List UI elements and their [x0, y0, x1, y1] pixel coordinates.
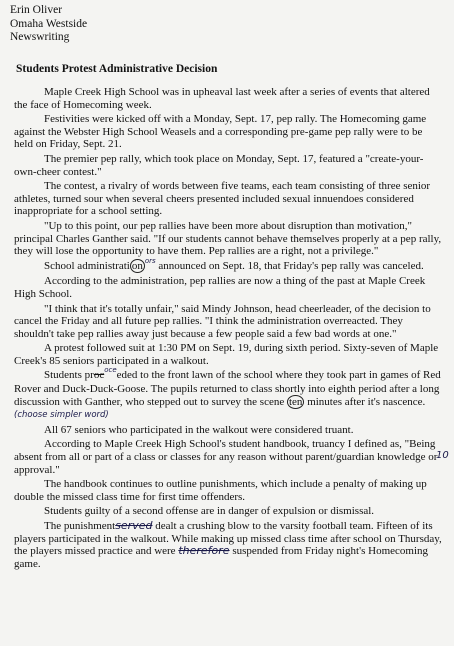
paragraph-students [14, 366, 444, 421]
text-run: dealt a crushing blow to the varsity football team. Fifteen of its players participated in the walkout. While making up missed class time after school on Thursday, the players missed practice and were [14, 520, 442, 558]
school-name: Omaha Westside [10, 17, 88, 30]
struck-text: served [115, 519, 153, 532]
paragraph: Students guilty of a second offense are in danger of expulsion or dismissal. [44, 505, 375, 518]
margin-note: 10 [436, 450, 449, 461]
paragraph: All 67 seniors who participated in the walkout were considered truant. [44, 423, 354, 436]
article-title: Students Protest Administrative Decision [16, 63, 218, 75]
handwritten-correction: ors [144, 256, 156, 265]
handwritten-note: (choose simpler word) [14, 410, 109, 421]
struck-text: oc [93, 369, 105, 382]
paragraph: The contest, a rivalry of words between five teams, each team consisting of three senior athletes, turned sour when several cheers presented included sexual innuendoes considered inappropriate for a school setting. [14, 180, 431, 218]
author-name: Erin Oliver [10, 4, 63, 16]
paragraph: "Up to this point, our pep rallies have been more about disruption than motivation," principal Charles Ganther said. "If our students cannot behave themselves properly at a pep rally, they will lose the opportunity to have them. Pep rallies are a right, not a privilege." [14, 219, 442, 258]
paragraph: "I think that it's totally unfair," said Mindy Johnson, head cheerleader, of the decision to cancel the Friday and all future pep rallies. "I think the administration overreacted. They shouldn't take pep rallies away just because a few people said a few bad words at one." [14, 302, 431, 340]
text-run: eded to the front lawn of the school where they took part in games of Red Rover and Duck-Duck-Goose. The pupils returned to class shortly into eighth period after a long discussion with Ganther, who stepped out to survey the scene [14, 369, 441, 408]
paragraph: Festivities were kicked off with a Monday, Sept. 17, pep rally. The Homecoming game against the Webster High School Weasels and a corresponding pre-game pep rally were to be held on Friday, Sept. 21. [14, 113, 427, 151]
paragraph-admin [14, 256, 444, 274]
paragraph: According to Maple Creek High School's student handbook, truancy I defined as, "Being absent from all or part of a class or classes for any reason without parent/guardian knowledge or approval." [14, 438, 438, 476]
circled-edit: ten [288, 395, 303, 408]
course-name: Newswriting [10, 31, 70, 43]
paragraph-punish [14, 520, 444, 570]
paragraph: Maple Creek High School was in upheaval last week after a series of events that altered the face of Homecoming week. [14, 86, 430, 111]
byline [10, 4, 87, 45]
paragraph: The premier pep rally, which took place on Monday, Sept. 17, featured a "create-your-own-cheer contest." [14, 152, 424, 178]
handwritten-insert: oce [104, 366, 117, 375]
text-run: Students pr [44, 369, 94, 382]
text-run: minutes after it's nascence. [304, 395, 426, 408]
struck-text: therefore [178, 544, 230, 558]
text-run: suspended from Friday night's Homecoming game. [14, 545, 429, 570]
text-run: The punishment [44, 520, 116, 532]
circled-edit: on [131, 259, 143, 272]
paragraph: A protest followed suit at 1:30 PM on Sept. 19, during sixth period. Sixty-seven of Maple Creek's 85 seniors participated in a walkout. [14, 342, 439, 367]
paragraph: According to the administration, pep rallies are now a thing of the past at Maple Creek High School. [14, 275, 426, 300]
article-body [14, 86, 444, 572]
text-run: announced on Sept. 18, that Friday's pep rally was canceled. [155, 259, 424, 272]
paragraph: The handbook continues to outline punishments, which include a penalty of making up double the missed class time for first time offenders. [14, 478, 427, 503]
text-run: School administrati [44, 259, 130, 272]
